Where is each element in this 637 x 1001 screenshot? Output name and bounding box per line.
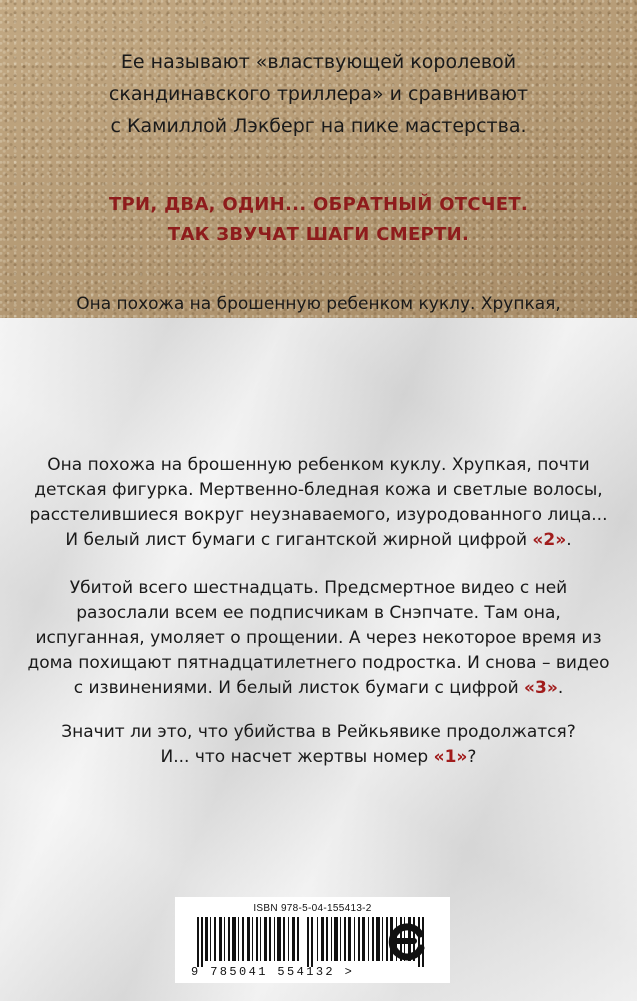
body-text: . [557, 678, 564, 698]
body-paragraph-1 [0, 453, 637, 553]
body-line: Убитой всего шестнадцать. Предсмертное видео с ней [69, 578, 568, 598]
eksmo-logo-icon [384, 918, 428, 962]
teaser-line: Она похожа на брошенную ребенком куклу. Хрупкая, [76, 294, 561, 314]
intro-quote [0, 46, 637, 142]
body-line: расстелившиеся вокруг неузнаваемого, изуродованного лица... [29, 505, 608, 525]
body-line: испуганная, умоляет о прощении. А через некоторое время из [35, 628, 602, 648]
body-line [0, 528, 637, 553]
body-text: . [566, 530, 572, 550]
body-paragraph-3 [0, 720, 637, 770]
body-text: И белый лист бумаги с гигантской жирной цифрой [65, 530, 533, 550]
body-line: детская фигурка. Мертвенно-бледная кожа и светлые волосы, [34, 480, 603, 500]
isbn-label: ISBN 978-5-04-155413-2 [253, 903, 372, 914]
victim-number-3: «3» [524, 678, 558, 698]
body-line: Она похожа на брошенную ребенком куклу. Хрупкая, почти [47, 455, 590, 475]
barcode-digits: 9 785041 554132 > [191, 965, 355, 979]
body-line: разослали всем ее подписчикам в Снэпчате. Там она, [76, 603, 561, 623]
tagline-line: ТАК ЗВУЧАТ ШАГИ СМЕРТИ. [167, 224, 470, 245]
body-text: с извинениями. И белый листок бумаги с цифрой [73, 678, 525, 698]
tagline-line: ТРИ, ДВА, ОДИН... ОБРАТНЫЙ ОТСЧЕТ. [108, 194, 529, 215]
victim-number-2: «2» [532, 530, 567, 550]
body-text: И... что насчет жертвы номер [160, 747, 434, 767]
body-paragraph-2 [0, 576, 637, 701]
tagline [0, 190, 637, 250]
body-line: Значит ли это, что убийства в Рейкьявике продолжатся? [61, 722, 576, 742]
intro-line: с Камиллой Лэкберг на пике мастерства. [110, 115, 527, 137]
body-line: дома похищают пятнадцатилетнего подростка. И снова – видео [27, 653, 610, 673]
body-line [0, 676, 637, 701]
intro-line: Ее называют «властвующей королевой [120, 51, 517, 73]
victim-number-1: «1» [433, 747, 468, 767]
intro-line: скандинавского триллера» и сравнивают [108, 83, 529, 105]
body-line [0, 745, 637, 770]
body-text: ? [467, 747, 477, 767]
